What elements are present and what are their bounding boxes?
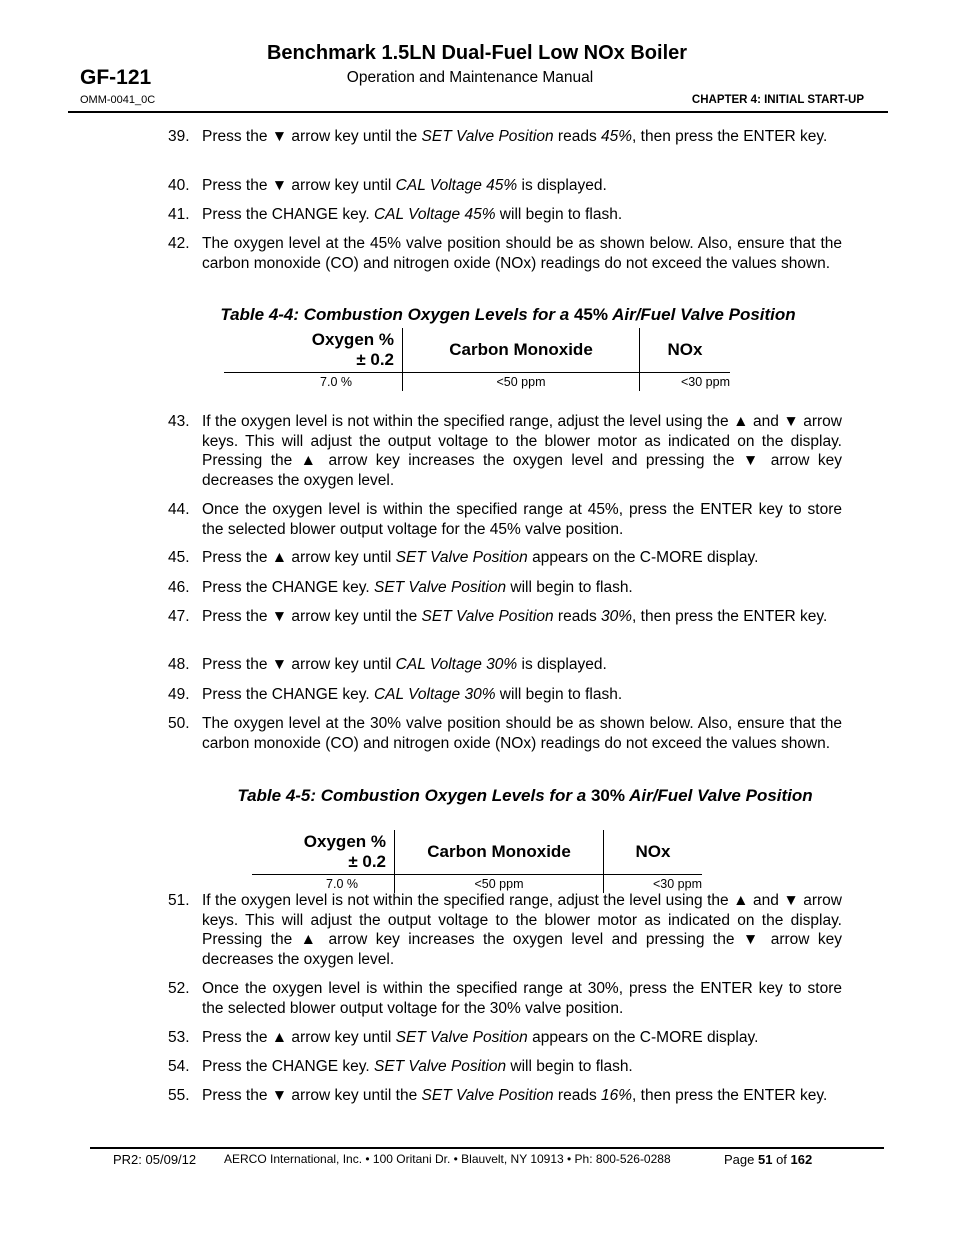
column-header-nox: NOx bbox=[604, 830, 703, 875]
table-caption: Table 4-5: Combustion Oxygen Levels for a 30% Air/Fuel Valve Position bbox=[237, 786, 813, 805]
step-item bbox=[168, 891, 842, 970]
step-item bbox=[168, 1086, 842, 1106]
step-text: Press the CHANGE key. CAL Voltage 45% will begin to flash. bbox=[202, 206, 623, 223]
step-item bbox=[168, 548, 842, 568]
table-cell: <30 ppm bbox=[653, 877, 702, 891]
revision-date: PR2: 05/09/12 bbox=[113, 1152, 197, 1167]
step-text: If the oxygen level is not within the specified range, adjust the level using the ▲ and ▼ arrow keys. This will adjust the output voltage to the blower motor as indicated on the display. Pressing the ▲ arrow key increases the oxygen level and pressing the ▼ arrow key decreases the oxygen level. bbox=[202, 413, 842, 490]
column-header-co: Carbon Monoxide bbox=[395, 830, 604, 875]
table-row bbox=[224, 373, 730, 392]
step-item bbox=[168, 176, 842, 196]
step-number: 45. bbox=[168, 549, 190, 566]
step-number: 39. bbox=[168, 128, 190, 145]
step-number: 54. bbox=[168, 1058, 190, 1075]
table-cell: 7.0 % bbox=[224, 373, 403, 392]
step-number: 42. bbox=[168, 235, 190, 252]
page-subtitle: Operation and Maintenance Manual bbox=[346, 69, 594, 86]
step-item bbox=[168, 234, 842, 273]
table-cell: 7.0 % bbox=[252, 875, 395, 894]
step-text: The oxygen level at the 45% valve position should be as shown below. Also, ensure that the carbon monoxide (CO) and nitrogen oxide (NOx) readings do not exceed the values shown. bbox=[202, 235, 842, 272]
step-number: 41. bbox=[168, 206, 190, 223]
column-header-oxygen: Oxygen % ± 0.2 bbox=[252, 830, 395, 875]
table-cell: <50 ppm bbox=[395, 875, 604, 894]
step-number: 50. bbox=[168, 715, 190, 732]
step-item bbox=[168, 500, 842, 539]
page-number: Page 51 of 162 bbox=[724, 1152, 813, 1167]
column-header-nox: NOx bbox=[640, 328, 731, 373]
step-number: 46. bbox=[168, 579, 190, 596]
oxygen-levels-table bbox=[252, 830, 702, 893]
step-item bbox=[168, 1028, 842, 1048]
table-cell: <30 ppm bbox=[681, 375, 730, 389]
step-item bbox=[168, 205, 842, 225]
step-text: Once the oxygen level is within the specified range at 30%, press the ENTER key to store the selected blower output voltage for the 30% valve position. bbox=[202, 980, 842, 1017]
column-header-oxygen: Oxygen % ± 0.2 bbox=[224, 328, 403, 373]
footer-divider bbox=[90, 1147, 884, 1149]
step-item bbox=[168, 127, 842, 147]
step-text: Press the CHANGE key. SET Valve Position will begin to flash. bbox=[202, 579, 633, 596]
step-text: Press the CHANGE key. SET Valve Position will begin to flash. bbox=[202, 1058, 633, 1075]
step-number: 48. bbox=[168, 656, 190, 673]
step-text: Press the ▲ arrow key until SET Valve Position appears on the C-MORE display. bbox=[202, 549, 759, 566]
step-text: Press the ▼ arrow key until CAL Voltage 30% is displayed. bbox=[202, 656, 607, 673]
document-number: OMM-0041_0C bbox=[80, 94, 156, 106]
step-item bbox=[168, 607, 842, 627]
step-item bbox=[168, 1057, 842, 1077]
step-item bbox=[168, 979, 842, 1018]
step-number: 44. bbox=[168, 501, 190, 518]
step-item bbox=[168, 578, 842, 598]
column-header-co: Carbon Monoxide bbox=[403, 328, 640, 373]
step-text: Press the ▼ arrow key until CAL Voltage 45% is displayed. bbox=[202, 177, 607, 194]
company-info: AERCO International, Inc. • 100 Oritani Dr. • Blauvelt, NY 10913 • Ph: 800-526-0288 bbox=[224, 1152, 671, 1166]
step-number: 51. bbox=[168, 892, 190, 909]
oxygen-levels-table bbox=[224, 328, 730, 391]
table-cell: <50 ppm bbox=[403, 373, 640, 392]
step-item bbox=[168, 655, 842, 675]
step-text: Press the ▼ arrow key until the SET Valve Position reads 16%, then press the ENTER key. bbox=[202, 1087, 828, 1104]
chapter-label: CHAPTER 4: INITIAL START-UP bbox=[691, 94, 864, 106]
document-code: GF-121 bbox=[80, 66, 152, 89]
step-text: Press the ▼ arrow key until the SET Valve Position reads 30%, then press the ENTER key. bbox=[202, 608, 828, 625]
step-text: Once the oxygen level is within the specified range at 45%, press the ENTER key to store the selected blower output voltage for the 45% valve position. bbox=[202, 501, 842, 538]
step-text: If the oxygen level is not within the specified range, adjust the level using the ▲ and ▼ arrow keys. This will adjust the output voltage to the blower motor as indicated on the display. Pressing the ▲ arrow key increases the oxygen level and pressing the ▼ arrow key decreases the oxygen level. bbox=[202, 892, 842, 969]
step-number: 52. bbox=[168, 980, 190, 997]
step-number: 47. bbox=[168, 608, 190, 625]
header-divider bbox=[68, 111, 888, 113]
step-item bbox=[168, 412, 842, 491]
step-text: Press the CHANGE key. CAL Voltage 30% will begin to flash. bbox=[202, 686, 623, 703]
step-number: 40. bbox=[168, 177, 190, 194]
table-caption: Table 4-4: Combustion Oxygen Levels for a 45% Air/Fuel Valve Position bbox=[220, 305, 796, 324]
step-number: 55. bbox=[168, 1087, 190, 1104]
step-item bbox=[168, 714, 842, 753]
page-title: Benchmark 1.5LN Dual-Fuel Low NOx Boiler bbox=[266, 42, 688, 64]
step-number: 43. bbox=[168, 413, 190, 430]
step-item bbox=[168, 685, 842, 705]
step-text: The oxygen level at the 30% valve position should be as shown below. Also, ensure that the carbon monoxide (CO) and nitrogen oxide (NOx) readings do not exceed the values shown. bbox=[202, 715, 842, 752]
step-text: Press the ▼ arrow key until the SET Valve Position reads 45%, then press the ENTER key. bbox=[202, 128, 828, 145]
step-number: 49. bbox=[168, 686, 190, 703]
step-text: Press the ▲ arrow key until SET Valve Position appears on the C-MORE display. bbox=[202, 1029, 759, 1046]
step-number: 53. bbox=[168, 1029, 190, 1046]
